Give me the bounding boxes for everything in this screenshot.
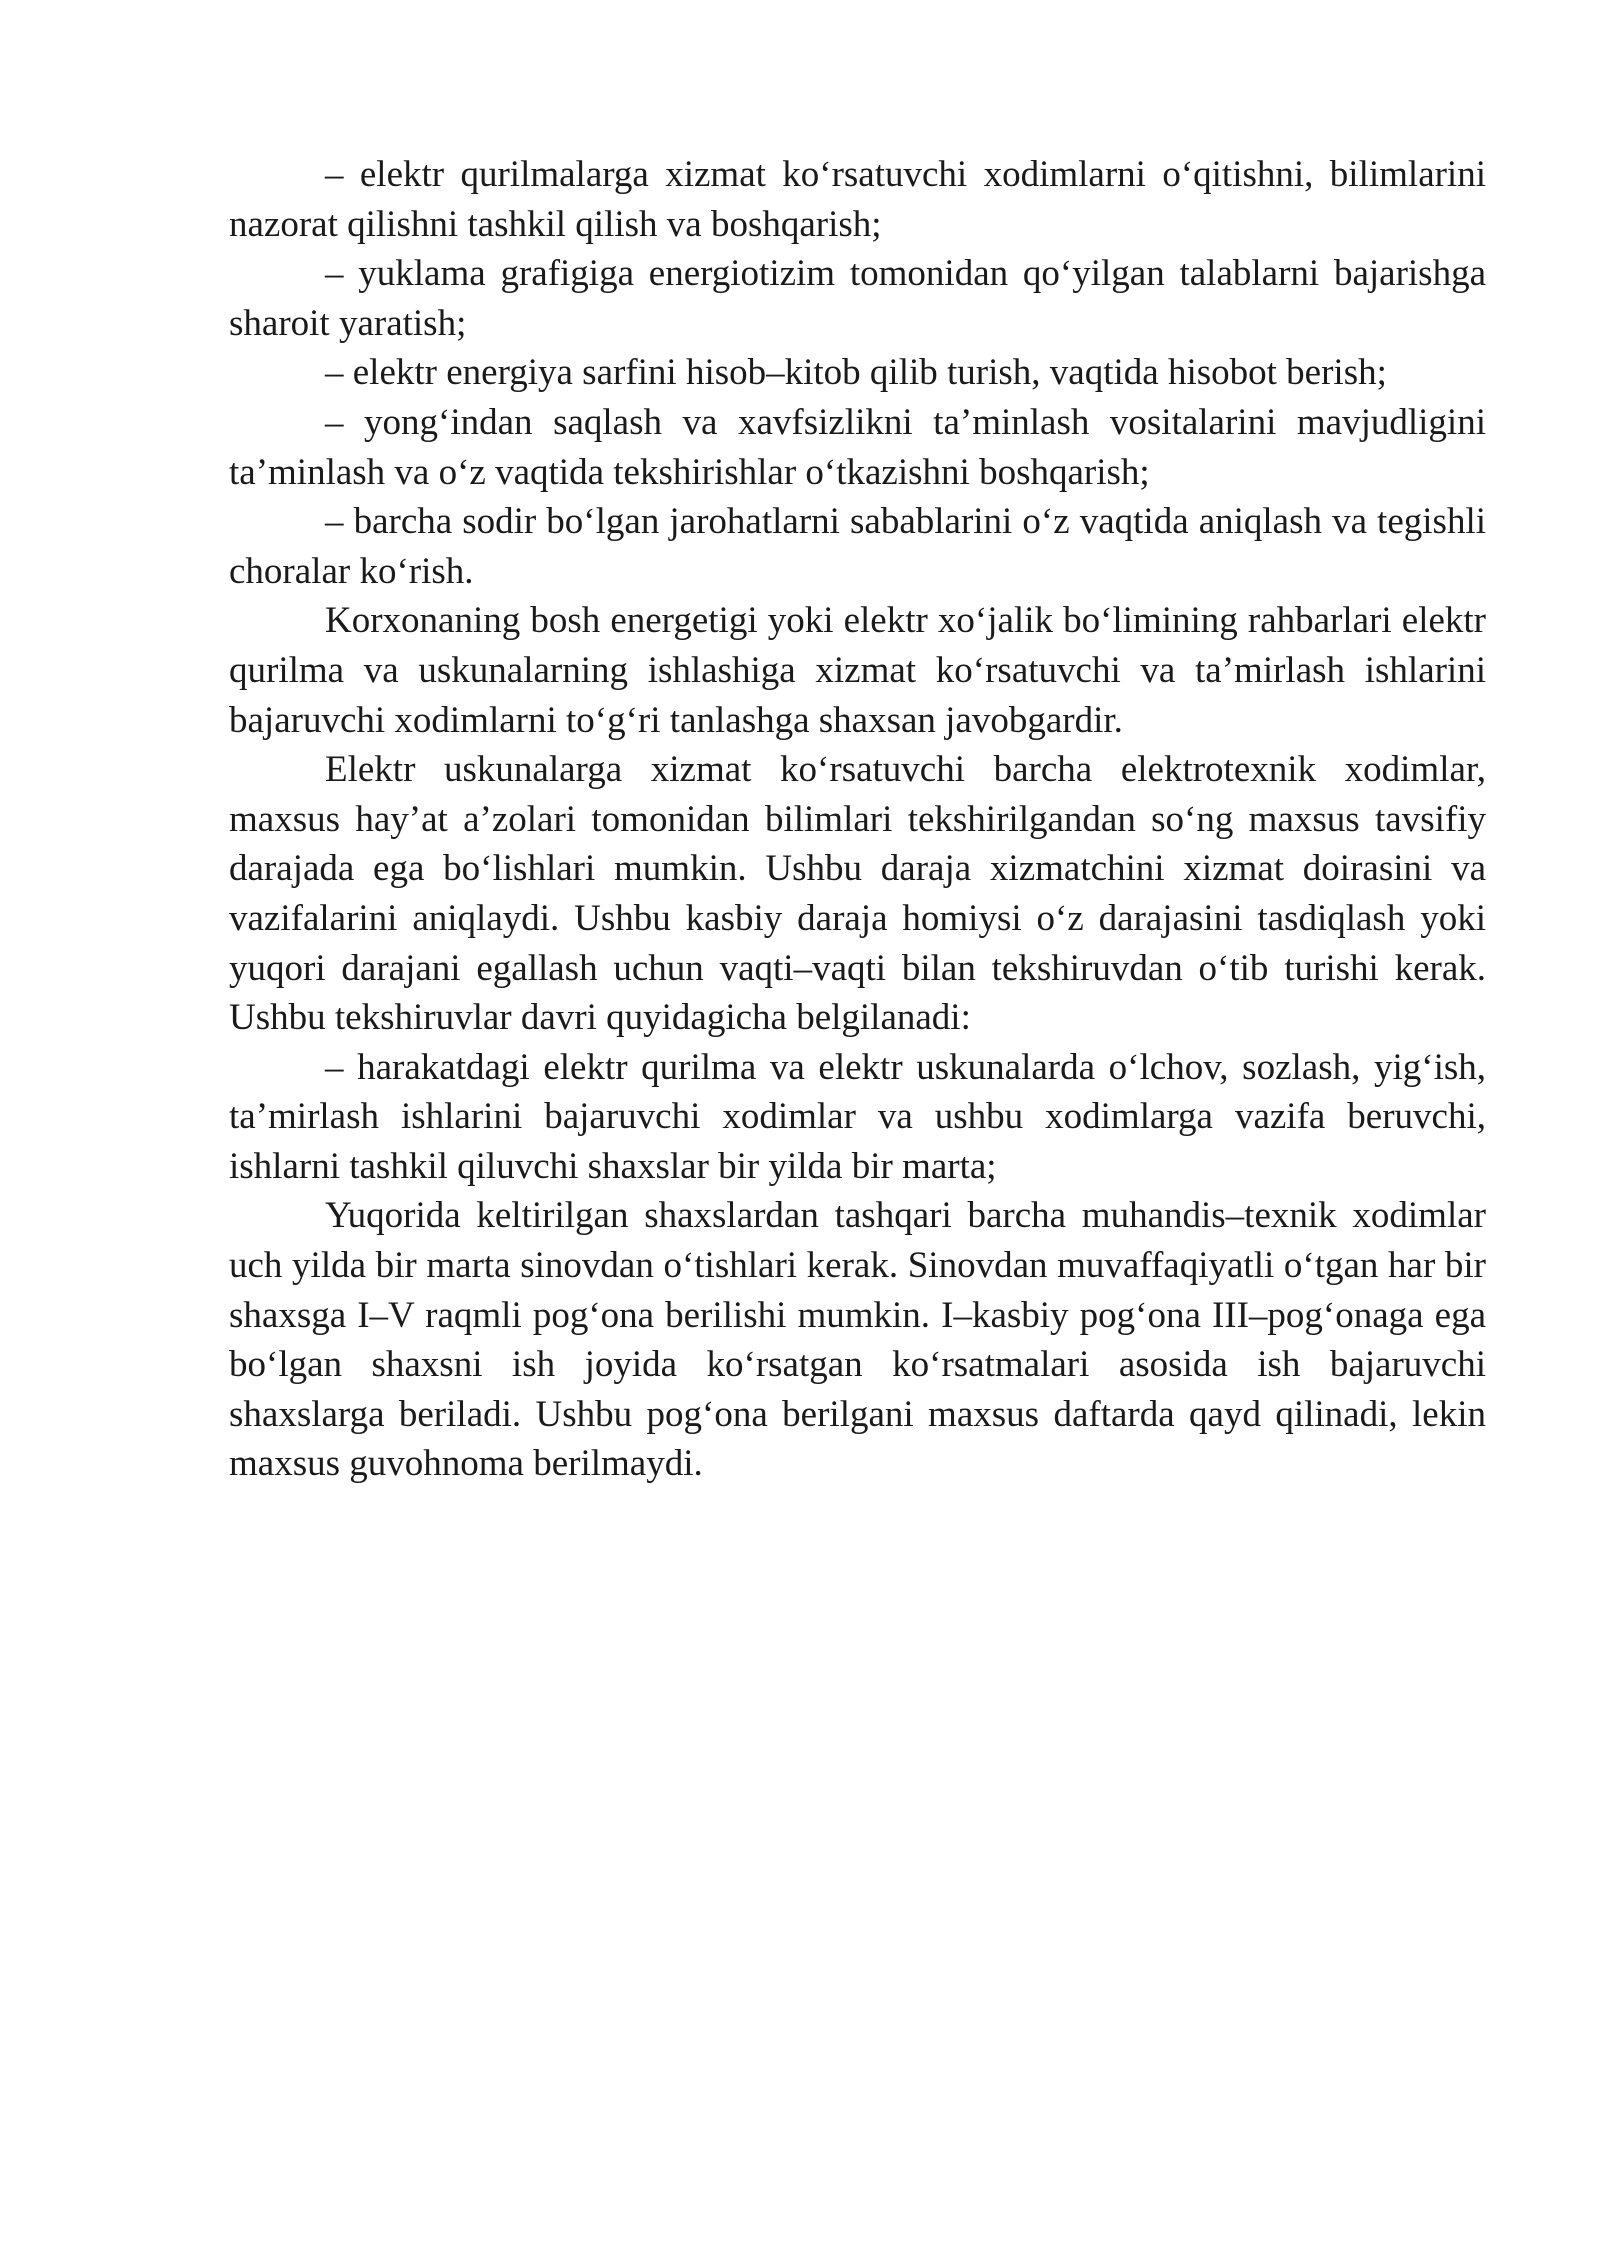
- paragraph-engineering-staff: Yuqorida keltirilgan shaxslardan tashqari barcha muhandis–texnik xodimlar uch yilda bir marta sinovdan o‘tishlari kerak. Sinovdan muvaffaqiyatli o‘tgan har bir shaxsga I–V raqmli pog‘ona berilishi mumkin. I–kasbiy pog‘ona III–pog‘onaga ega bo‘lgan shaxsni ish joyida ko‘rsatgan ko‘rsatmalari asosida ish bajaruvchi shaxslarga beriladi. Ushbu pog‘ona berilgani maxsus daftarda qayd qilinadi, lekin maxsus guvohnoma berilmaydi.: [229, 1195, 1486, 1485]
- bullet-paragraph-injuries: – barcha sodir bo‘lgan jarohatlarni sabablarini o‘z vaqtida aniqlash va tegishli choralar ko‘rish.: [229, 501, 1486, 592]
- bullet-paragraph-operational-staff: – harakatdagi elektr qurilma va elektr uskunalarda o‘lchov, sozlash, yig‘ish, ta’mirlash ishlarini bajaruvchi xodimlar va ushbu xodimlarga vazifa beruvchi, ishlarni tashkil qiluvchi shaxslar bir yilda bir marta;: [229, 1046, 1486, 1187]
- bullet-paragraph-load-schedule: – yuklama grafigiga energiotizim tomonidan qo‘yilgan talablarni bajarishga sharoit yaratish;: [229, 253, 1486, 344]
- paragraph-chief-energetic: Korxonaning bosh energetigi yoki elektr xo‘jalik bo‘limining rahbarlari elektr qurilma va uskunalarning ishlashiga xizmat ko‘rsatuvchi va ta’mirlash ishlarini bajaruvchi xodimlarni to‘g‘ri tanlashga shaxsan javobgardir.: [229, 600, 1486, 741]
- body-text: [229, 150, 1486, 1489]
- bullet-paragraph-fire-safety: – yong‘indan saqlash va xavfsizlikni ta’minlash vositalarini mavjudligini ta’minlash va o‘z vaqtida tekshirishlar o‘tkazishni boshqarish;: [229, 401, 1486, 493]
- paragraph-qualification: Elektr uskunalarga xizmat ko‘rsatuvchi barcha elektrotexnik xodimlar, maxsus hay’at a’zolari tomonidan bilimlari tekshirilgandan so‘ng maxsus tavsifiy darajada ega bo‘lishlari mumkin. Ushbu daraja xizmatchini xizmat doirasini va vazifalarini aniqlaydi. Ushbu kasbiy daraja homiysi o‘z darajasini tasdiqlash yoki yuqori darajani egallash uchun vaqti–vaqti bilan tekshiruvdan o‘tib turishi kerak. Ushbu tekshiruvlar davri quyidagicha belgilanadi:: [229, 749, 1486, 1039]
- bullet-paragraph-training: – elektr qurilmalarga xizmat ko‘rsatuvchi xodimlarni o‘qitishni, bilimlarini nazorat qilishni tashkil qilish va boshqarish;: [229, 154, 1486, 245]
- bullet-paragraph-energy-accounting: – elektr energiya sarfini hisob–kitob qilib turish, vaqtida hisobot berish;: [325, 352, 1387, 394]
